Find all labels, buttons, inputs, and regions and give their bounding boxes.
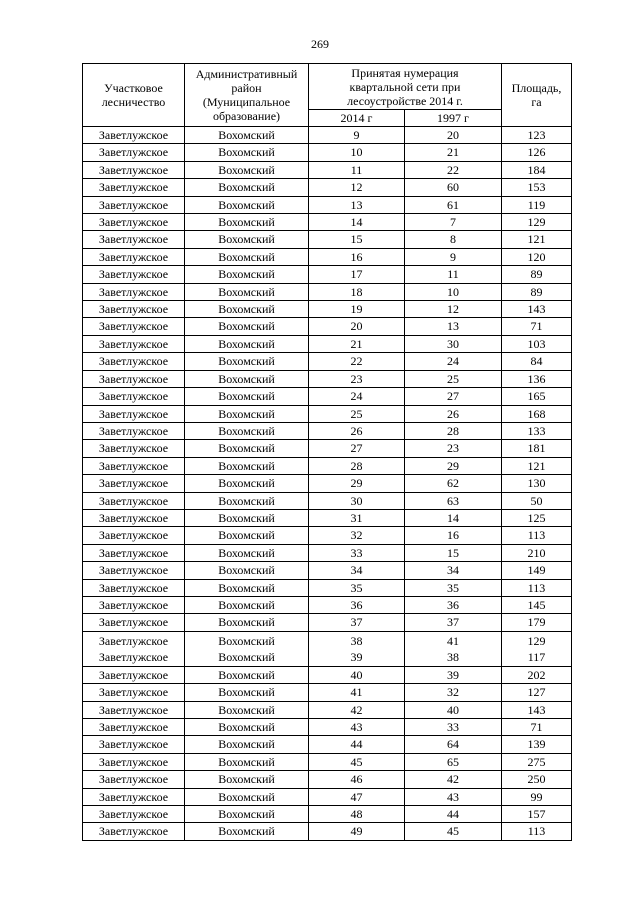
cell-number-1997	[405, 631, 502, 666]
cell-number-1997: 21	[405, 144, 502, 161]
cell-forestry: Заветлужское	[83, 231, 185, 248]
table-row	[83, 353, 572, 370]
table-row	[83, 544, 572, 561]
table-row	[83, 823, 572, 840]
cell-area: 143	[502, 701, 572, 718]
cell-forestry: Заветлужское	[83, 161, 185, 178]
cell-number-1997-value: 41	[447, 633, 459, 648]
cell-number-1997: 44	[405, 806, 502, 823]
cell-number-1997: 14	[405, 509, 502, 526]
cell-number-1997: 20	[405, 127, 502, 144]
cell-number-2014: 29	[309, 475, 405, 492]
cell-forestry: Заветлужское	[83, 684, 185, 701]
cell-number-1997: 22	[405, 161, 502, 178]
cell-forestry: Заветлужское	[83, 736, 185, 753]
table-row	[83, 753, 572, 770]
table-row	[83, 161, 572, 178]
cell-number-1997: 28	[405, 422, 502, 439]
cell-area: 143	[502, 301, 572, 318]
cell-district: Вохомский	[185, 701, 309, 718]
table-row	[83, 492, 572, 509]
cell-number-1997: 11	[405, 266, 502, 283]
table-row	[83, 562, 572, 579]
table-row	[83, 771, 572, 788]
header-1997: 1997 г	[405, 110, 502, 127]
cell-number-2014: 21	[309, 335, 405, 352]
header-numbering: Принятая нумерация квартальной сети при лесоустройстве 2014 г.	[309, 64, 502, 110]
cell-forestry: Заветлужское	[83, 788, 185, 805]
cell-forestry: Заветлужское	[83, 666, 185, 683]
cell-forestry-value: Заветлужское	[98, 649, 169, 664]
cell-number-2014: 45	[309, 753, 405, 770]
cell-number-1997: 7	[405, 214, 502, 231]
forest-quarters-table	[82, 63, 572, 841]
cell-number-1997: 33	[405, 719, 502, 736]
cell-forestry: Заветлужское	[83, 701, 185, 718]
cell-number-2014: 40	[309, 666, 405, 683]
cell-area-value: 117	[527, 649, 546, 664]
cell-district: Вохомский	[185, 719, 309, 736]
cell-number-2014: 16	[309, 248, 405, 265]
cell-number-1997: 10	[405, 283, 502, 300]
cell-number-2014: 15	[309, 231, 405, 248]
cell-forestry: Заветлужское	[83, 405, 185, 422]
cell-area: 125	[502, 509, 572, 526]
cell-number-1997: 9	[405, 248, 502, 265]
cell-district: Вохомский	[185, 335, 309, 352]
cell-forestry: Заветлужское	[83, 614, 185, 631]
cell-district: Вохомский	[185, 492, 309, 509]
cell-number-2014: 35	[309, 579, 405, 596]
cell-number-1997: 37	[405, 614, 502, 631]
cell-number-1997: 39	[405, 666, 502, 683]
cell-forestry: Заветлужское	[83, 370, 185, 387]
cell-forestry: Заветлужское	[83, 457, 185, 474]
table-row	[83, 301, 572, 318]
cell-forestry: Заветлужское	[83, 562, 185, 579]
table-row	[83, 422, 572, 439]
cell-area: 153	[502, 179, 572, 196]
cell-number-2014: 27	[309, 440, 405, 457]
cell-area: 157	[502, 806, 572, 823]
table-row	[83, 614, 572, 631]
cell-number-1997: 12	[405, 301, 502, 318]
cell-area: 127	[502, 684, 572, 701]
cell-number-2014: 28	[309, 457, 405, 474]
table-row	[83, 666, 572, 683]
cell-area: 71	[502, 318, 572, 335]
cell-area: 129	[502, 214, 572, 231]
table-header	[83, 64, 572, 127]
cell-number-1997: 27	[405, 388, 502, 405]
cell-area: 121	[502, 457, 572, 474]
cell-number-1997: 43	[405, 788, 502, 805]
cell-area: 126	[502, 144, 572, 161]
cell-area: 71	[502, 719, 572, 736]
cell-forestry: Заветлужское	[83, 196, 185, 213]
cell-forestry: Заветлужское	[83, 388, 185, 405]
cell-number-1997: 30	[405, 335, 502, 352]
table-row	[83, 509, 572, 526]
table-row	[83, 631, 572, 666]
cell-area: 121	[502, 231, 572, 248]
cell-number-2014: 25	[309, 405, 405, 422]
cell-forestry: Заветлужское	[83, 422, 185, 439]
table-row	[83, 144, 572, 161]
table-row	[83, 579, 572, 596]
cell-district: Вохомский	[185, 179, 309, 196]
cell-number-2014: 48	[309, 806, 405, 823]
cell-number-1997: 16	[405, 527, 502, 544]
cell-number-2014: 14	[309, 214, 405, 231]
cell-number-2014: 11	[309, 161, 405, 178]
cell-district: Вохомский	[185, 579, 309, 596]
cell-number-2014	[309, 631, 405, 666]
cell-number-2014: 18	[309, 283, 405, 300]
cell-area: 123	[502, 127, 572, 144]
cell-number-2014: 30	[309, 492, 405, 509]
cell-district: Вохомский	[185, 475, 309, 492]
cell-forestry: Заветлужское	[83, 127, 185, 144]
cell-number-1997: 62	[405, 475, 502, 492]
cell-district: Вохомский	[185, 248, 309, 265]
cell-forestry: Заветлужское	[83, 544, 185, 561]
cell-district: Вохомский	[185, 771, 309, 788]
cell-district: Вохомский	[185, 684, 309, 701]
cell-district: Вохомский	[185, 544, 309, 561]
cell-district: Вохомский	[185, 806, 309, 823]
cell-area: 120	[502, 248, 572, 265]
table-row	[83, 701, 572, 718]
cell-area	[502, 631, 572, 666]
cell-district: Вохомский	[185, 214, 309, 231]
cell-district-value: Вохомский	[218, 649, 275, 664]
cell-forestry: Заветлужское	[83, 579, 185, 596]
cell-number-1997: 24	[405, 353, 502, 370]
cell-forestry: Заветлужское	[83, 214, 185, 231]
cell-district: Вохомский	[185, 422, 309, 439]
cell-district: Вохомский	[185, 266, 309, 283]
cell-forestry: Заветлужское	[83, 509, 185, 526]
cell-number-2014: 22	[309, 353, 405, 370]
cell-district-value: Вохомский	[218, 633, 275, 648]
cell-area: 179	[502, 614, 572, 631]
cell-number-1997: 15	[405, 544, 502, 561]
cell-number-1997: 34	[405, 562, 502, 579]
cell-number-1997: 45	[405, 823, 502, 840]
cell-number-2014: 47	[309, 788, 405, 805]
cell-forestry: Заветлужское	[83, 596, 185, 613]
cell-forestry: Заветлужское	[83, 823, 185, 840]
cell-area: 103	[502, 335, 572, 352]
cell-area: 113	[502, 579, 572, 596]
table-row	[83, 248, 572, 265]
cell-area: 89	[502, 266, 572, 283]
cell-district: Вохомский	[185, 144, 309, 161]
table-row	[83, 266, 572, 283]
cell-district: Вохомский	[185, 753, 309, 770]
cell-number-1997: 29	[405, 457, 502, 474]
cell-area: 165	[502, 388, 572, 405]
cell-district: Вохомский	[185, 527, 309, 544]
cell-number-2014: 33	[309, 544, 405, 561]
cell-number-2014: 19	[309, 301, 405, 318]
cell-number-2014: 32	[309, 527, 405, 544]
cell-forestry: Заветлужское	[83, 353, 185, 370]
cell-number-1997-value: 38	[447, 649, 459, 664]
table-row	[83, 179, 572, 196]
cell-number-2014: 10	[309, 144, 405, 161]
cell-forestry: Заветлужское	[83, 719, 185, 736]
cell-number-1997: 60	[405, 179, 502, 196]
cell-area: 89	[502, 283, 572, 300]
table-row	[83, 596, 572, 613]
cell-area: 50	[502, 492, 572, 509]
cell-area: 210	[502, 544, 572, 561]
cell-forestry: Заветлужское	[83, 806, 185, 823]
cell-number-1997: 61	[405, 196, 502, 213]
cell-district: Вохомский	[185, 596, 309, 613]
cell-number-1997: 40	[405, 701, 502, 718]
cell-district: Вохомский	[185, 614, 309, 631]
cell-forestry: Заветлужское	[83, 301, 185, 318]
table-row	[83, 527, 572, 544]
table-row	[83, 231, 572, 248]
cell-district: Вохомский	[185, 562, 309, 579]
cell-district: Вохомский	[185, 509, 309, 526]
cell-district: Вохомский	[185, 127, 309, 144]
cell-area: 113	[502, 527, 572, 544]
cell-district: Вохомский	[185, 388, 309, 405]
cell-number-1997: 32	[405, 684, 502, 701]
cell-area: 168	[502, 405, 572, 422]
table-row	[83, 370, 572, 387]
cell-area: 250	[502, 771, 572, 788]
cell-forestry: Заветлужское	[83, 492, 185, 509]
table-row	[83, 788, 572, 805]
cell-area: 139	[502, 736, 572, 753]
cell-number-1997: 25	[405, 370, 502, 387]
table-row	[83, 440, 572, 457]
cell-number-2014: 9	[309, 127, 405, 144]
cell-area: 99	[502, 788, 572, 805]
cell-number-2014: 44	[309, 736, 405, 753]
cell-number-2014: 17	[309, 266, 405, 283]
cell-forestry: Заветлужское	[83, 335, 185, 352]
cell-area: 133	[502, 422, 572, 439]
cell-forestry: Заветлужское	[83, 266, 185, 283]
table-body	[83, 127, 572, 841]
cell-district: Вохомский	[185, 283, 309, 300]
table-row	[83, 388, 572, 405]
cell-number-2014: 24	[309, 388, 405, 405]
table-row	[83, 214, 572, 231]
cell-district: Вохомский	[185, 161, 309, 178]
table-row	[83, 196, 572, 213]
header-district: Административный район (Муниципальное образование)	[185, 64, 309, 127]
table-row	[83, 806, 572, 823]
table-row	[83, 405, 572, 422]
cell-forestry: Заветлужское	[83, 475, 185, 492]
cell-number-1997: 36	[405, 596, 502, 613]
cell-number-2014: 31	[309, 509, 405, 526]
table-row	[83, 684, 572, 701]
cell-area: 113	[502, 823, 572, 840]
cell-district: Вохомский	[185, 231, 309, 248]
cell-number-2014: 49	[309, 823, 405, 840]
cell-area: 119	[502, 196, 572, 213]
table-row	[83, 736, 572, 753]
table-row	[83, 457, 572, 474]
cell-area: 202	[502, 666, 572, 683]
cell-forestry	[83, 631, 185, 666]
cell-forestry: Заветлужское	[83, 179, 185, 196]
cell-number-1997: 35	[405, 579, 502, 596]
cell-number-2014: 26	[309, 422, 405, 439]
cell-number-1997: 64	[405, 736, 502, 753]
header-forestry: Участковое лесничество	[83, 64, 185, 127]
cell-district: Вохомский	[185, 736, 309, 753]
table-row	[83, 283, 572, 300]
cell-number-2014: 37	[309, 614, 405, 631]
cell-area: 149	[502, 562, 572, 579]
cell-district: Вохомский	[185, 457, 309, 474]
cell-number-2014: 36	[309, 596, 405, 613]
cell-district: Вохомский	[185, 405, 309, 422]
cell-forestry: Заветлужское	[83, 753, 185, 770]
cell-number-2014: 46	[309, 771, 405, 788]
cell-number-1997: 63	[405, 492, 502, 509]
header-2014: 2014 г	[309, 110, 405, 127]
cell-number-1997: 42	[405, 771, 502, 788]
cell-forestry: Заветлужское	[83, 771, 185, 788]
cell-number-2014-value: 39	[350, 649, 363, 664]
cell-district: Вохомский	[185, 823, 309, 840]
cell-number-2014: 12	[309, 179, 405, 196]
table-row	[83, 719, 572, 736]
table-row	[83, 335, 572, 352]
cell-forestry-value: Заветлужское	[98, 633, 169, 648]
page-number: 269	[311, 37, 329, 51]
cell-area: 184	[502, 161, 572, 178]
cell-number-2014: 41	[309, 684, 405, 701]
table-row	[83, 475, 572, 492]
cell-forestry: Заветлужское	[83, 283, 185, 300]
cell-district: Вохомский	[185, 370, 309, 387]
header-area: Площадь, га	[502, 64, 572, 127]
cell-area-value: 129	[527, 633, 546, 648]
cell-district: Вохомский	[185, 301, 309, 318]
cell-number-1997: 13	[405, 318, 502, 335]
cell-district: Вохомский	[185, 666, 309, 683]
cell-district: Вохомский	[185, 196, 309, 213]
cell-district: Вохомский	[185, 353, 309, 370]
cell-forestry: Заветлужское	[83, 248, 185, 265]
cell-forestry: Заветлужское	[83, 318, 185, 335]
cell-number-1997: 23	[405, 440, 502, 457]
cell-area: 275	[502, 753, 572, 770]
cell-number-2014: 13	[309, 196, 405, 213]
cell-number-2014: 23	[309, 370, 405, 387]
cell-number-2014: 20	[309, 318, 405, 335]
cell-area: 181	[502, 440, 572, 457]
cell-district: Вохомский	[185, 440, 309, 457]
cell-number-2014-value: 38	[350, 633, 363, 648]
cell-forestry: Заветлужское	[83, 527, 185, 544]
cell-forestry: Заветлужское	[83, 144, 185, 161]
cell-district: Вохомский	[185, 788, 309, 805]
cell-forestry: Заветлужское	[83, 440, 185, 457]
cell-number-1997: 26	[405, 405, 502, 422]
table-row	[83, 318, 572, 335]
cell-number-2014: 42	[309, 701, 405, 718]
cell-district: Вохомский	[185, 318, 309, 335]
cell-area: 84	[502, 353, 572, 370]
cell-number-1997: 8	[405, 231, 502, 248]
cell-area: 130	[502, 475, 572, 492]
cell-area: 145	[502, 596, 572, 613]
cell-area: 136	[502, 370, 572, 387]
cell-number-2014: 34	[309, 562, 405, 579]
cell-district	[185, 631, 309, 666]
cell-number-2014: 43	[309, 719, 405, 736]
cell-number-1997: 65	[405, 753, 502, 770]
table-row	[83, 127, 572, 144]
